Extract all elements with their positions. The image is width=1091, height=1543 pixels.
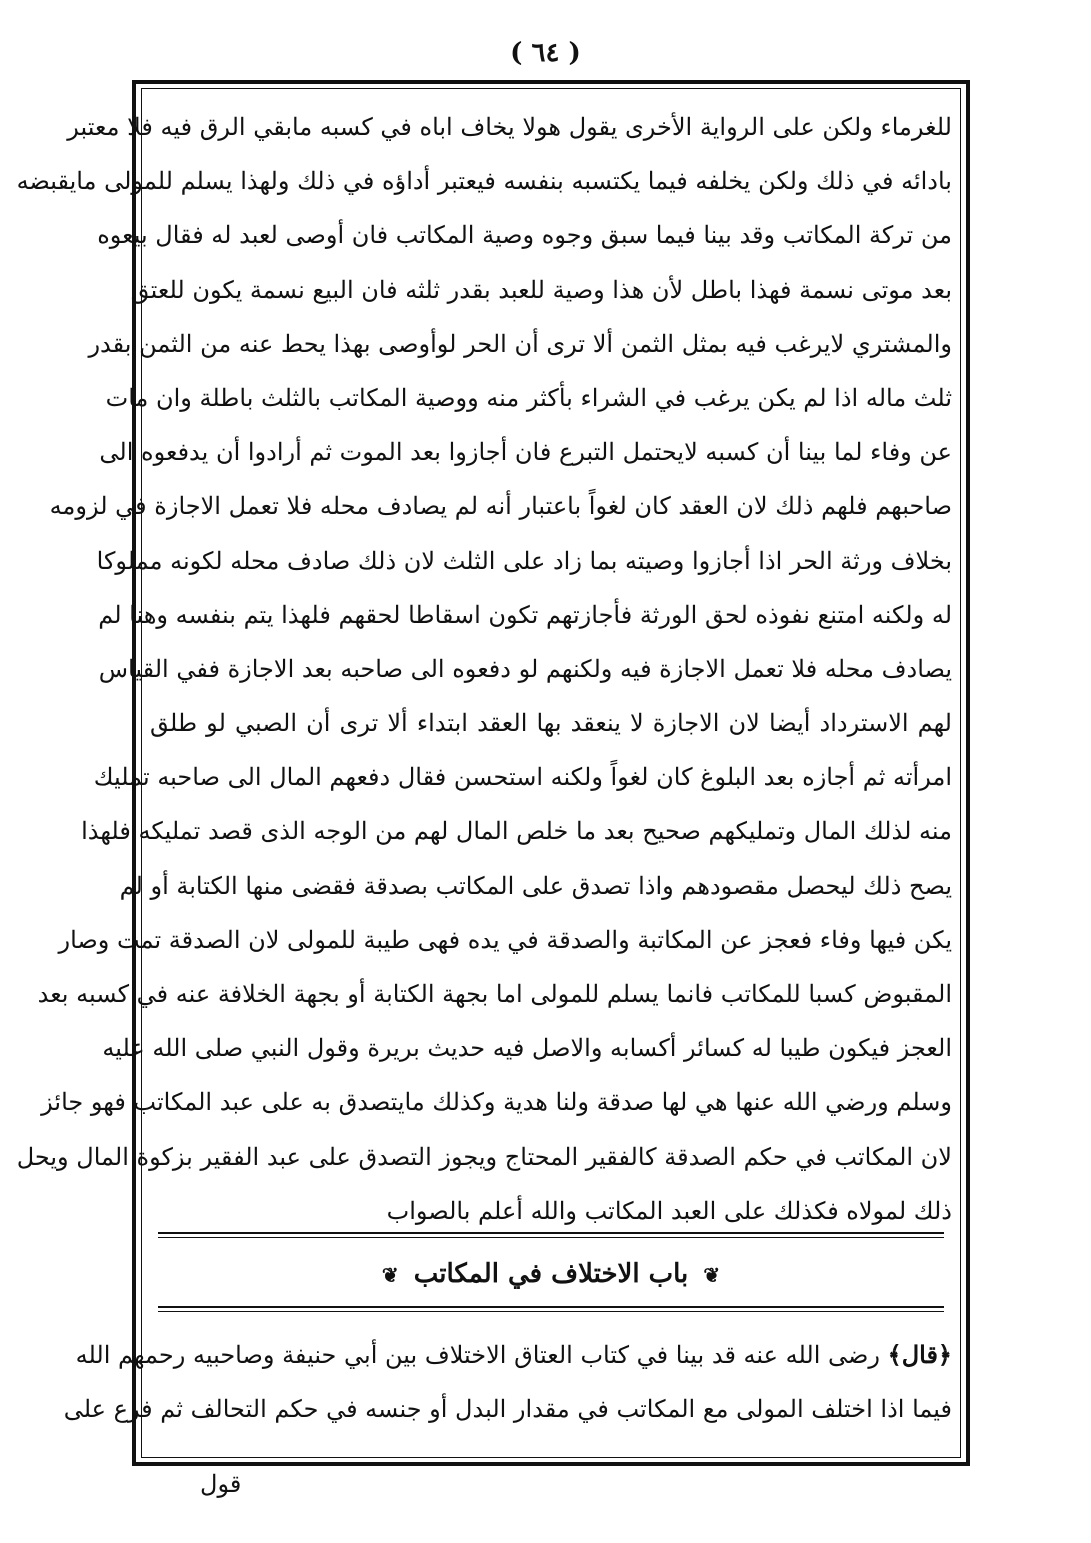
section-lead: ﴿قال﴾	[887, 1340, 952, 1369]
chapter-title: باب الاختلاف في المكاتب	[413, 1259, 689, 1289]
page-number: ( ٦٤ )	[510, 38, 581, 68]
text-line	[75, 1328, 952, 1382]
text-line: وسلم ورضي الله عنها هي لها صدقة ولنا هدية وكذلك مايتصدق به على عبد المكاتب فهو جائز	[41, 1088, 952, 1117]
chapter-heading	[150, 1254, 952, 1294]
text-line: من تركة المكاتب وقد بينا فيما سبق وجوه وصية المكاتب فان أوصى لعبد له فقال بيعوه	[97, 221, 952, 250]
text-line: والمشتري لايرغب فيه بمثل الثمن ألا ترى أن الحر لوأوصى بهذا يحط عنه من الثمن بقدر	[88, 329, 952, 358]
catchword: قول	[200, 1470, 242, 1498]
text-line: بادائه في ذلك ولكن يخلفه فيما يكتسبه بنفسه فيعتبر أداؤه في ذلك ولهذا يسلم للمولى مايقبضه	[16, 167, 952, 196]
text-line: فيما اذا اختلف المولى مع المكاتب في مقدار البدل أو جنسه في حكم التحالف ثم فرع على	[63, 1395, 952, 1424]
text-line: بعد موتى نسمة فهذا باطل لأن هذا وصية للعبد بقدر ثلثه فان البيع نسمة يكون للعتق	[130, 275, 952, 304]
chapter-rule-bottom	[158, 1306, 944, 1312]
ornament-icon: ❦	[703, 1263, 721, 1287]
text-line: لهم الاسترداد أيضا لان الاجازة لا ينعقد بها العقد ابتداء ألا ترى أن الصبي لو طلق	[150, 709, 952, 738]
text-fragment: رضى الله عنه قد بينا في كتاب العتاق الاختلاف بين أبي حنيفة وصاحبيه رحمهم الله	[75, 1341, 888, 1369]
text-line: لان المكاتب في حكم الصدقة كالفقير المحتاج ويجوز التصدق على عبد الفقير بزكوة المال ويحل	[16, 1142, 952, 1171]
text-line: بخلاف ورثة الحر اذا أجازوا وصيته بما زاد على الثلث لان ذلك صادف محله لكونه مملوكا	[96, 546, 952, 575]
text-line: منه لذلك المال وتمليكهم صحيح بعد ما خلص المال لهم من الوجه الذى قصد تمليكه فلهذا	[81, 817, 952, 846]
text-line: صاحبهم فلهم ذلك لان العقد كان لغواً باعتبار أنه لم يصادف محله فلا تعمل الاجازة في لزومه	[49, 492, 952, 521]
text-line: عن وفاء لما بينا أن كسبه لايحتمل التبرع فان أجازوا بعد الموت ثم أرادوا أن يدفعوه الى	[99, 438, 952, 467]
text-line: ذلك لمولاه فكذلك على العبد المكاتب والله أعلم بالصواب	[386, 1196, 952, 1225]
text-line: المقبوض كسبا للمكاتب فانما يسلم للمولى اما بجهة الكتابة أو بجهة الخلافة عنه في كسبه بعد	[37, 980, 952, 1008]
section-text	[63, 1328, 952, 1436]
text-line: يكن فيها وفاء فعجز عن المكاتبة والصدقة في يده فهى طيبة للمولى لان الصدقة تمت وصار	[58, 925, 952, 954]
ornament-icon: ❦	[381, 1263, 399, 1287]
text-line: له ولكنه امتنع نفوذه لحق الورثة فأجازتهم تكون اسقاطا لحقهم فلهذا يتم بنفسه وهنا لم	[98, 600, 952, 629]
chapter-rule-top	[158, 1232, 944, 1238]
text-line: يصح ذلك ليحصل مقصودهم واذا تصدق على المكاتب بصدقة فقضى منها الكتابة أو لم	[119, 871, 952, 900]
text-line: العجز فيكون طيبا له كسائر أكسابه والاصل فيه حديث بريرة وقول النبي صلى الله عليه	[102, 1034, 952, 1063]
text-line: ثلث ماله اذا لم يكن يرغب في الشراء بأكثر منه ووصية المكاتب بالثلث باطلة وان مات	[105, 383, 952, 412]
text-line: للغرماء ولكن على الرواية الأخرى يقول هولا يخاف اباه في كسبه مابقي الرق فيه فلا معتبر	[67, 113, 952, 141]
text-line: امرأته ثم أجازه بعد البلوغ كان لغواً ولكنه استحسن فقال دفعهم المال الى صاحبه تمليك	[93, 763, 952, 792]
text-line: يصادف محله فلا تعمل الاجازة فيه ولكنهم لو دفعوه الى صاحبه بعد الاجازة ففي القياس	[98, 654, 952, 683]
body-text	[16, 100, 952, 1238]
